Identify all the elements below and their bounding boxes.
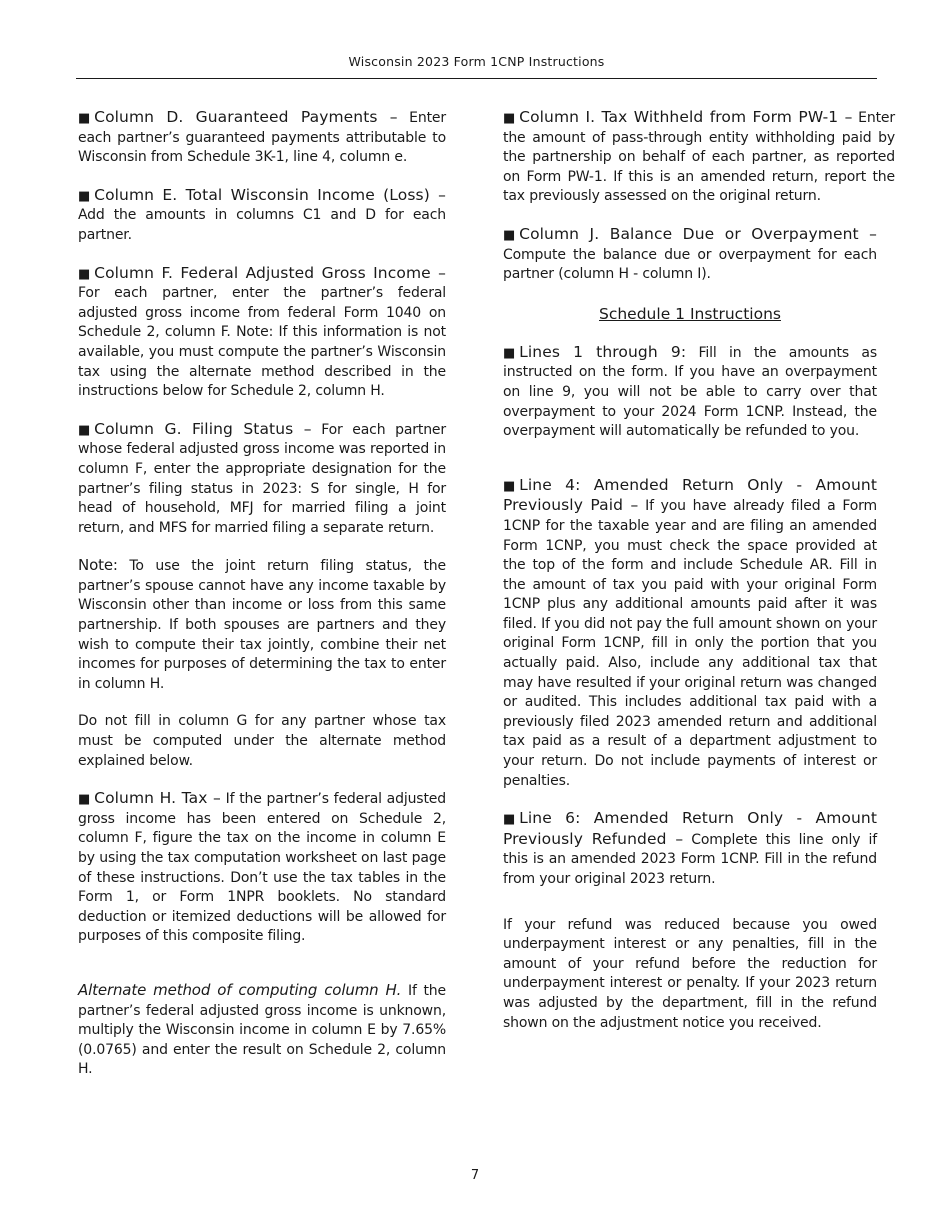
line-6-body: Complete this line only if this is an amended 2023 Form 1CNP. Fill in the refund from your original 2023 return. xyxy=(503,831,877,887)
column-g-exception-paragraph: Do not fill in column G for any partner whose tax must be computed under the alternate method explained below. xyxy=(78,713,446,769)
line-4-paragraph xyxy=(503,476,877,792)
column-g-body: For each partner whose federal adjusted gross income was reported in column F, enter the appropriate designation for the partner’s filing status in 2023: S for single, H for head of household, MFJ for married filing a joint return, and MFS for married filing a separate return. xyxy=(78,421,447,536)
column-i-paragraph xyxy=(503,108,895,207)
column-j-body: Compute the balance due or overpayment for each partner (column H - column I). xyxy=(503,246,877,283)
header-rule xyxy=(76,78,877,79)
right-column xyxy=(503,108,895,1051)
alternate-method-paragraph xyxy=(78,981,446,1080)
page-header: Wisconsin 2023 Form 1CNP Instructions xyxy=(348,54,605,69)
column-e-paragraph xyxy=(78,186,446,246)
lines-1-9-heading: Lines 1 through 9: xyxy=(519,342,687,361)
lines-1-9-body: Fill in the amounts as instructed on the form. If you have an overpayment on line 9, you will not be able to carry over that overpayment to your 2024 Form 1CNP. Instead, the overpayment will automatically be refunded to you. xyxy=(503,344,877,440)
column-g-paragraph xyxy=(78,420,446,539)
column-d-paragraph xyxy=(78,108,446,168)
column-e-body: Add the amounts in columns C1 and D for each partner. xyxy=(78,207,446,243)
column-h-body: If the partner’s federal adjusted gross income has been entered on Schedule 2, column F, figure the tax on the income in column E by using the tax computation worksheet on last page of these instructions. Don’t use the tax tables in the Form 1, or Form 1NPR booklets. No standard deduction or itemized deductions will be allowed for purposes of this composite filing. xyxy=(78,791,446,945)
joint-status-note-label: Note: xyxy=(78,556,118,575)
line-4-body: If you have already filed a Form 1CNP for the taxable year and are filing an amended Form 1CNP, you must check the space provided at the top of the form and include Schedule AR. Fill in the amount of tax you paid with your original Form 1CNP plus any additional amounts paid after it was filed. If you did not pay the full amount shown on your original Form 1CNP, fill in only the portion that you actually paid. Also, include any additional tax that may have resulted if your original return was changed or audited. This includes additional tax paid with a previously filed 2023 amended return and additional tax paid as a result of a department adjustment to your return. Do not include payments of interest or penalties. xyxy=(503,498,877,789)
bullet-square-icon: ■ xyxy=(503,111,516,126)
line-6-heading: Line 6: Amended Return Only - Amount Previously Refunded – xyxy=(503,809,877,848)
column-h-paragraph xyxy=(78,789,446,947)
bullet-square-icon: ■ xyxy=(503,478,516,494)
line-6-paragraph xyxy=(503,809,877,889)
column-f-paragraph xyxy=(78,264,446,402)
schedule-1-subheading: Schedule 1 Instructions xyxy=(599,304,781,323)
bullet-square-icon: ■ xyxy=(78,422,91,438)
lines-1-9-paragraph xyxy=(503,343,877,442)
column-f-note-text: If this information is not available, you must compute the partner’s Wisconsin tax using the alternate method described in the instructions below for Schedule 2, column H. xyxy=(78,324,446,400)
joint-status-note-paragraph xyxy=(78,556,446,694)
line-4-heading: Line 4: Amended Return Only - Amount Previously Paid – xyxy=(503,475,877,515)
column-f-note-label: Note: xyxy=(236,324,274,341)
column-j-paragraph xyxy=(503,225,877,285)
column-e-heading: Column E. Total Wisconsin Income (Loss) – xyxy=(94,185,446,204)
bullet-square-icon: ■ xyxy=(503,345,516,361)
bullet-square-icon: ■ xyxy=(503,227,516,243)
joint-status-note-body: To use the joint return filing status, the partner’s spouse cannot have any income taxable by Wisconsin other than income or loss from this same partnership. If both spouses are partners and they wish to compute their tax jointly, combine their net incomes for purposes of determining the tax to enter in column H. xyxy=(78,558,446,692)
column-h-heading: Column H. Tax – xyxy=(94,789,221,808)
alternate-method-body: If the partner’s federal adjusted gross income is unknown, multiply the Wisconsin income in column E by 7.65% (0.0765) and enter the result on Schedule 2, column H. xyxy=(78,982,446,1078)
column-d-body: Enter each partner’s guaranteed payments attributable to Wisconsin from Schedule 3K-1, line 4, column e. xyxy=(78,110,446,166)
column-i-heading: Column I. Tax Withheld from Form PW-1 – xyxy=(519,108,853,126)
bullet-square-icon: ■ xyxy=(78,111,91,126)
bullet-square-icon: ■ xyxy=(78,188,91,204)
column-f-heading: Column F. Federal Adjusted Gross Income – xyxy=(94,263,446,282)
column-i-body: Enter the amount of pass-through entity withholding paid by the partnership on behalf of each partner, as reported on Form PW-1. If this is an amended return, report the tax previously assessed on the original return. xyxy=(503,110,895,205)
column-f-body: For each partner, enter the partner’s federal adjusted gross income from federal Form 1040 on Schedule 2, column F. xyxy=(78,285,446,341)
bullet-square-icon: ■ xyxy=(78,266,91,282)
column-j-heading: Column J. Balance Due or Overpayment – xyxy=(519,224,877,243)
bullet-square-icon: ■ xyxy=(78,792,91,808)
page-number: 7 xyxy=(470,1168,480,1183)
refund-reduced-paragraph: If your refund was reduced because you owed underpayment interest or any penalties, fill in the amount of your refund before the reduction for underpayment interest or penalty. If your 2023 return was adjusted by the department, fill in the refund shown on the adjustment notice you received. xyxy=(503,916,877,1031)
alternate-method-lead: Alternate method of computing column H. xyxy=(78,980,402,999)
column-g-heading: Column G. Filing Status – xyxy=(94,419,312,438)
bullet-square-icon: ■ xyxy=(503,812,516,828)
left-column xyxy=(78,108,446,1098)
column-d-heading: Column D. Guaranteed Payments – xyxy=(94,108,398,126)
